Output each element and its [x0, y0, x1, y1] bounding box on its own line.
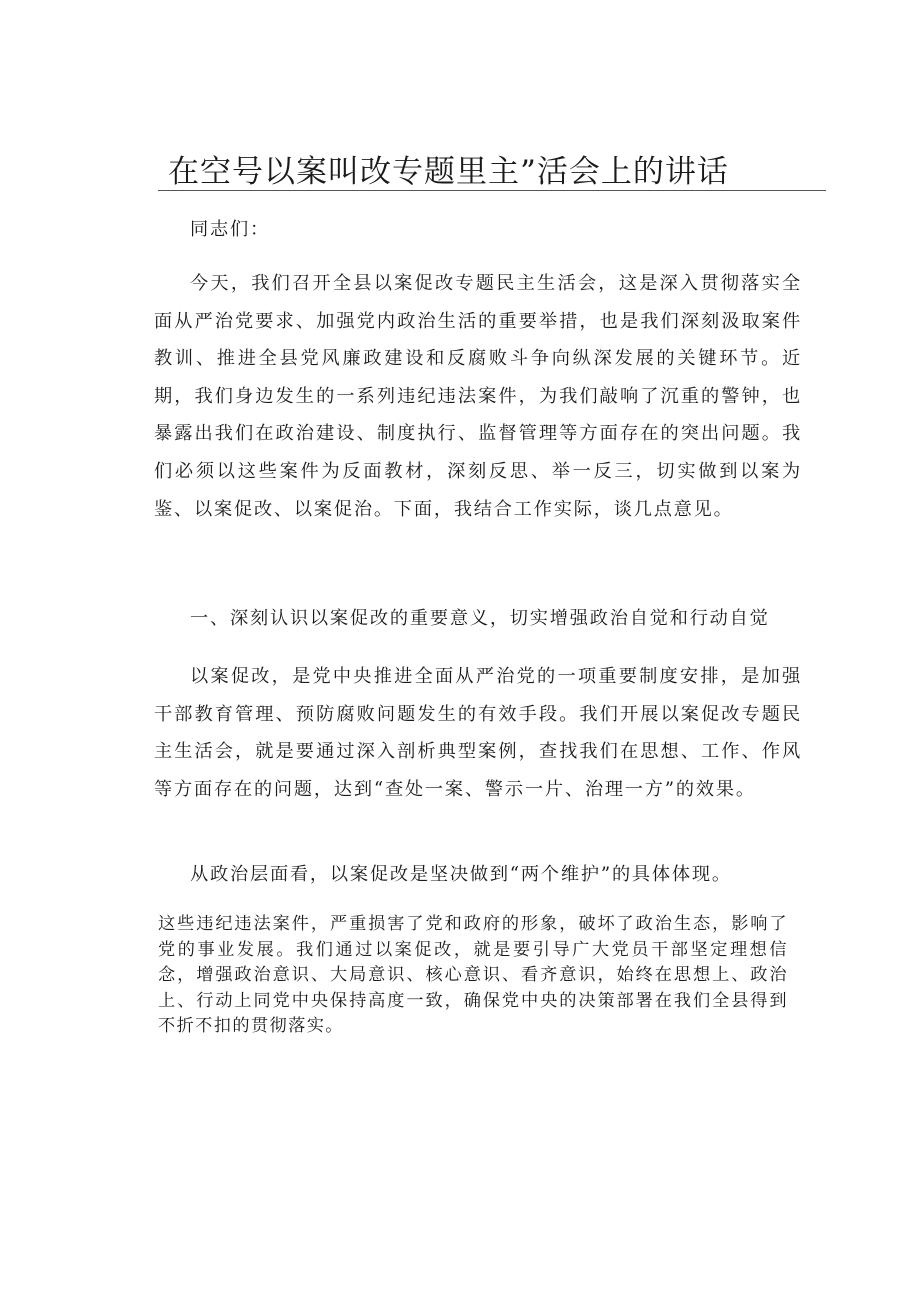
salutation: 同志们：	[190, 219, 270, 240]
paragraph-political-level: 从政治层面看，以案促改是坚决做到“两个维护”的具体体现。	[190, 864, 732, 885]
document-title: 在空号以案叫改专题里主”活会上的讲话	[168, 154, 729, 190]
title-underline	[158, 190, 826, 191]
section-heading-1: 一、深刻认识以案促改的重要意义，切实增强政治自觉和行动自觉	[190, 608, 770, 629]
paragraph-case-impact: 这些违纪违法案件，严重损害了党和政府的形象，破坏了政治生态，影响了党的事业发展。我们通过以案促改，就是要引导广大党员干部坚定理想信念，增强政治意识、大局意识、核心意识、看齐意识，始终在思想上、政治上、行动上同党中央保持高度一致，确保党中央的决策部署在我们全县得到不折不扣的贯彻落实。	[158, 914, 788, 1037]
paragraph-intro: 今天，我们召开全县以案促改专题民主生活会，这是深入贯彻落实全面从严治党要求、加强党内政治生活的重要举措，也是我们深刻汲取案件教训、推进全县党风廉政建设和反腐败斗争向纵深发展的关键环节。近期，我们身边发生的一系列违纪违法案件，为我们敲响了沉重的警钟，也暴露出我们在政治建设、制度执行、监督管理等方面存在的突出问题。我们必须以这些案件为反面教材，深刻反思、举一反三，切实做到以案为鉴、以案促改、以案促治。下面，我结合工作实际，谈几点意见。	[154, 273, 802, 520]
paragraph-significance: 以案促改，是党中央推进全面从严治党的一项重要制度安排，是加强干部教育管理、预防腐败问题发生的有效手段。我们开展以案促改专题民主生活会，就是要通过深入剖析典型案例，查找我们在思想、工作、作风等方面存在的问题，达到“查处一案、警示一片、治理一方”的效果。	[154, 666, 802, 800]
